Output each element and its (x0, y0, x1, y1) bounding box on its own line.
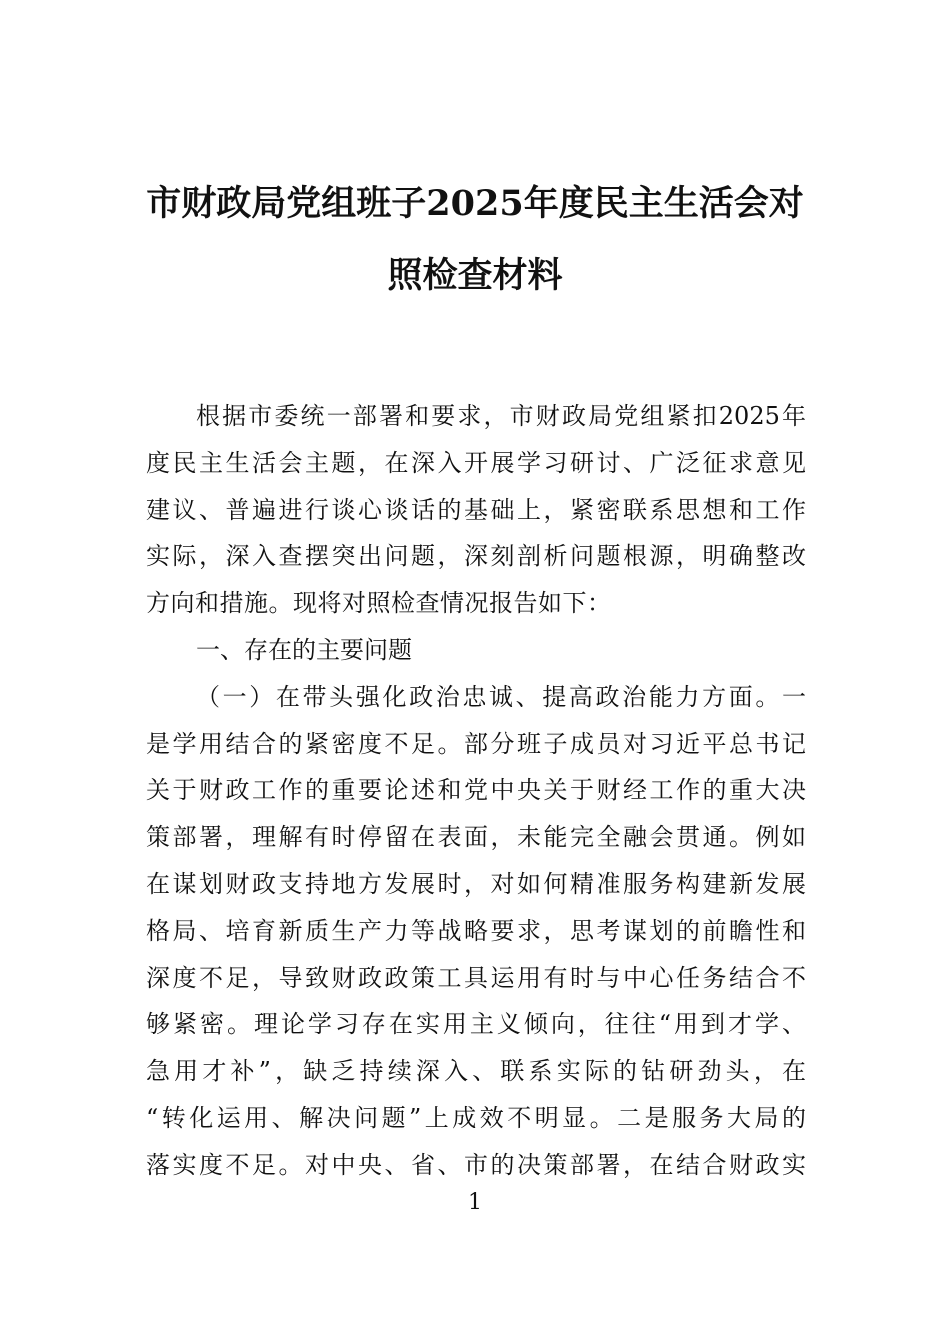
section-line-6: 格局、培育新质生产力等战略要求，思考谋划的前瞻性和 (146, 916, 806, 945)
section-heading: 一、存在的主要问题 (196, 635, 412, 664)
intro-line-5: 方向和措施。现将对照检查情况报告如下： (146, 589, 612, 618)
section-line-4: 策部署，理解有时停留在表面，未能完全融会贯通。例如 (146, 823, 806, 852)
document-title (145, 168, 805, 312)
title-line-1: 市财政局党组班子2025年度民主生活会对 (146, 183, 804, 224)
intro-line-4: 实际，深入查摆突出问题，深刻剖析问题根源，明确整改 (146, 542, 806, 571)
section-line-1: （一）在带头强化政治忠诚、提高政治能力方面。一 (196, 682, 806, 711)
intro-line-3: 建议、普遍进行谈心谈话的基础上，紧密联系思想和工作 (146, 495, 806, 524)
section-line-8: 够紧密。理论学习存在实用主义倾向，往往“用到才学、 (146, 1010, 806, 1039)
section-line-3: 关于财政工作的重要论述和党中央关于财经工作的重大决 (146, 776, 806, 805)
page-number: 1 (468, 1190, 482, 1215)
section-line-10: “转化运用、解决问题”上成效不明显。二是服务大局的 (146, 1103, 806, 1132)
intro-line-1: 根据市委统一部署和要求，市财政局党组紧扣2025年 (196, 402, 806, 430)
section-line-11: 落实度不足。对中央、省、市的决策部署，在结合财政实 (146, 1150, 806, 1179)
intro-line-2: 度民主生活会主题，在深入开展学习研讨、广泛征求意见 (146, 448, 806, 477)
section-line-7: 深度不足，导致财政政策工具运用有时与中心任务结合不 (146, 963, 806, 992)
document-body (146, 393, 806, 1189)
title-line-2: 照检查材料 (387, 255, 563, 296)
section-line-2: 是学用结合的紧密度不足。部分班子成员对习近平总书记 (146, 729, 806, 758)
section-line-9: 急用才补”，缺乏持续深入、联系实际的钻研劲头，在 (146, 1057, 806, 1086)
section-line-5: 在谋划财政支持地方发展时，对如何精准服务构建新发展 (146, 869, 806, 898)
